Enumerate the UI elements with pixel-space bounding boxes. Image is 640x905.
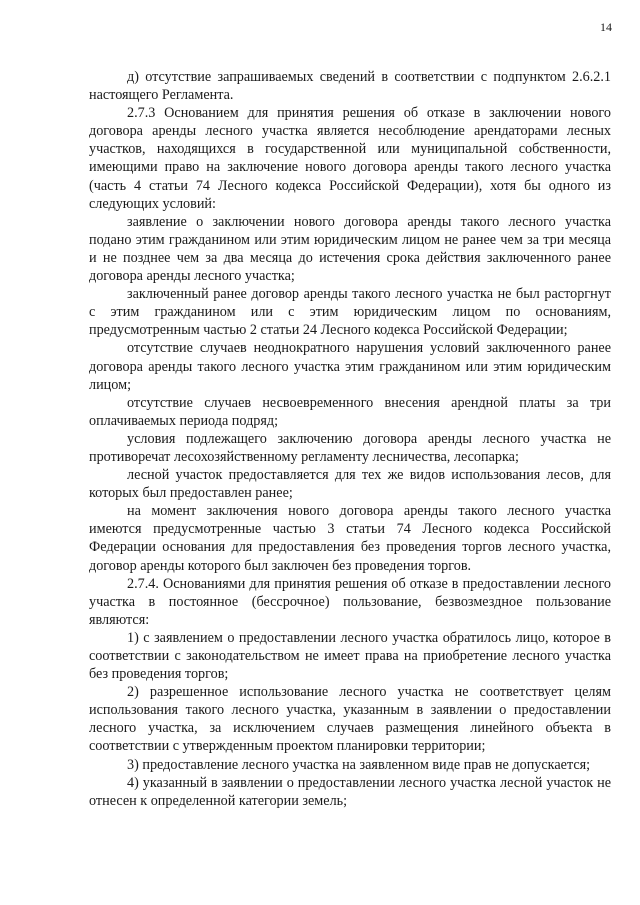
paragraph-item-d: д) отсутствие запрашиваемых сведений в соответствии с подпунктом 2.6.2.1 настоящего Регламента. [89, 69, 611, 104]
ground-4-land-category: 4) указанный в заявлении о предоставлении лесного участка лесной участок не отнесен к определенной категории земель; [89, 774, 611, 809]
paragraph-2-7-3: 2.7.3 Основанием для принятия решения об отказе в заключении нового договора аренды лесного участка является несоблюдение арендаторами лесных участков, находящихся в государственной или муниципальной собственности, имеющими право на заключение нового договора аренды такого лесного участка (часть 4 статьи 74 Лесного кодекса Российской Федерации), хотя бы одного из следующих условий: [89, 105, 611, 212]
ground-1-no-right: 1) с заявлением о предоставлении лесного участка обратилось лицо, которое в соответствии с законодательством не имеет права на приобретение лесного участка без проведения торгов; [89, 629, 611, 683]
ground-2-use-mismatch: 2) разрешенное использование лесного участка не соответствует целям использования такого лесного участка, указанным в заявлении о предоставлении лесного участка, за исключением случаев размещения линейного объекта в соответствии с утвержденным проектом планировки территории; [89, 684, 611, 755]
condition-forestry-regulation: условия подлежащего заключению договора аренды лесного участка не противоречат лесохозяйственному регламенту лесничества, лесопарка; [89, 430, 611, 465]
ground-3-right-not-allowed: 3) предоставление лесного участка на заявленном виде прав не допускается; [127, 756, 591, 773]
condition-no-repeated-violations: отсутствие случаев неоднократного нарушения условий заключенного ранее договора аренды такого лесного участка этим гражданином или этим юридическим лицом; [89, 340, 611, 393]
condition-application-timing: заявление о заключении нового договора аренды такого лесного участка подано этим гражданином или этим юридическим лицом не ранее чем за три месяца и не позднее чем за два месяца до истечения срока действия заключенного ранее договора аренды лесного участка; [89, 213, 611, 285]
condition-grounds-without-tender: на момент заключения нового договора аренды такого лесного участка имеются предусмотренные частью 3 статьи 74 Лесного кодекса Российской Федерации основания для предоставления без проведения торгов лесного участка, договор аренды которого был заключен без проведения торгов. [89, 503, 611, 574]
page-number: 14 [600, 20, 612, 34]
condition-contract-not-terminated: заключенный ранее договор аренды такого лесного участка не был расторгнут с этим гражданином или с этим юридическим лицом по основаниям, предусмотренным частью 2 статьи 24 Лесного кодекса Российской Федерации; [89, 286, 611, 339]
document-body [89, 68, 611, 810]
paragraph-2-7-4: 2.7.4. Основаниями для принятия решения об отказе в предоставлении лесного участка в постоянное (бессрочное) пользование, безвозмездное пользование являются: [89, 575, 611, 628]
condition-same-use: лесной участок предоставляется для тех же видов использования лесов, для которых был предоставлен ранее; [89, 467, 611, 502]
condition-no-late-payments: отсутствие случаев несвоевременного внесения арендной платы за три оплачиваемых периода подряд; [89, 394, 611, 429]
